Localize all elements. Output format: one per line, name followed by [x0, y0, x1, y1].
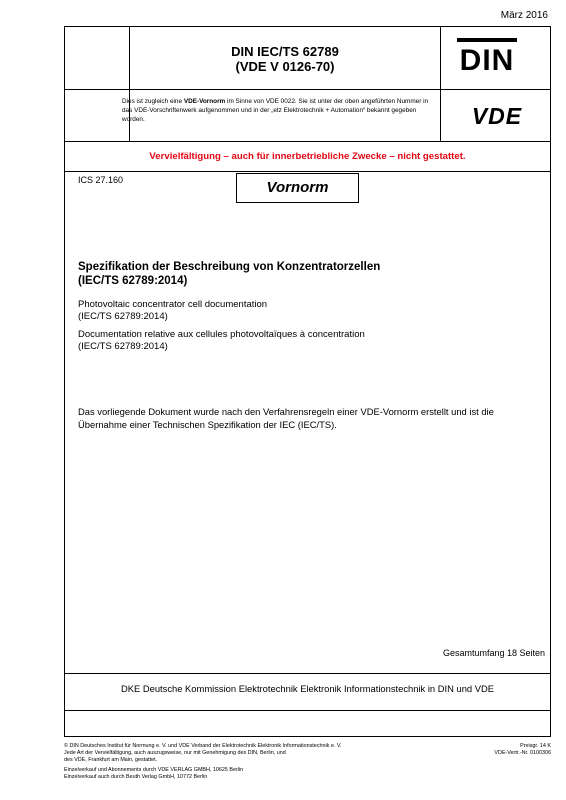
german-title-line1: Spezifikation der Beschreibung von Konzentratorzellen: [78, 261, 381, 273]
french-title-line1: Documentation relative aux cellules photovoltaïques à concentration: [78, 329, 365, 340]
english-title-line1: Photovoltaic concentrator cell documentation: [78, 299, 268, 310]
total-pages: Gesamtumfang 18 Seiten: [442, 648, 545, 658]
sales-line1: Einzelverkauf und Abonnements durch VDE VERLAG GMBH, 10625 Berlin: [64, 766, 244, 773]
dke-line: DKE Deutsche Kommission Elektrotechnik Elektronik Informationstechnik in DIN und VDE: [120, 683, 495, 694]
german-title-line2: (IEC/TS 62789:2014): [78, 275, 188, 287]
french-title-line2: (IEC/TS 62789:2014): [78, 341, 168, 352]
english-title: [78, 299, 538, 323]
price-group: Preisgr. 14 K: [520, 743, 551, 749]
divider: [65, 673, 550, 674]
din-logo-text: DIN: [459, 44, 515, 77]
french-title: [78, 329, 538, 353]
english-title-line2: (IEC/TS 62789:2014): [78, 311, 168, 322]
divider: [65, 171, 550, 172]
german-title: [78, 260, 538, 288]
issue-date: März 2016: [500, 10, 548, 21]
document-number: [130, 27, 440, 90]
note-suffix: im Sinne von VDE 0022. Sie ist unter der oben angeführten Nummer in das VDE-Vorschriftenwerk aufgenommen und in der „etz Elektrotechnik + Automation“ bekannt gegeben worden.: [122, 98, 429, 123]
copyright-line1: © DIN Deutsches Institut für Normung e. V. und VDE Verband der Elektrotechnik Elektronik Informationstechnik e. V.: [64, 743, 342, 749]
document-frame: [64, 26, 551, 737]
footer-price-info: [441, 743, 551, 757]
document-number-line1: DIN IEC/TS 62789: [231, 44, 339, 59]
sales-line2: Einzelverkauf auch durch Beuth Verlag GmbH, 10772 Berlin: [64, 773, 208, 780]
note-prefix: Dies ist zugleich eine: [122, 98, 184, 105]
ics-code: ICS 27.160: [78, 175, 124, 185]
document-number-line2: (VDE V 0126-70): [235, 59, 335, 74]
document-type-badge: Vornorm: [236, 173, 359, 203]
vde-logo: VDE: [471, 103, 523, 129]
reproduction-notice: Vervielfältigung – auch für innerbetriebliche Zwecke – nicht gestattet.: [149, 151, 466, 162]
order-number: VDE-Vertr.-Nr. 0100306: [494, 750, 551, 757]
copyright-line3: des VDE, Frankfurt am Main, gestattet.: [64, 757, 158, 764]
copyright-line2: Jede Art der Vervielfältigung, auch auszugsweise, nur mit Genehmigung des DIN, Berlin, und: [64, 750, 286, 757]
divider: [65, 710, 550, 711]
header-divider-right: [440, 27, 441, 142]
din-logo-bar: [457, 38, 517, 42]
note-bold: VDE-Vornorm: [183, 98, 226, 105]
vde-vornorm-note: [122, 97, 440, 124]
adoption-statement: Das vorliegende Dokument wurde nach den Verfahrensregeln einer VDE-Vornorm erstellt und ist die Übernahme einer Technischen Spezifikation der IEC (IEC/TS).: [78, 406, 494, 430]
din-logo: [457, 38, 517, 80]
footer-copyright: [64, 743, 404, 781]
